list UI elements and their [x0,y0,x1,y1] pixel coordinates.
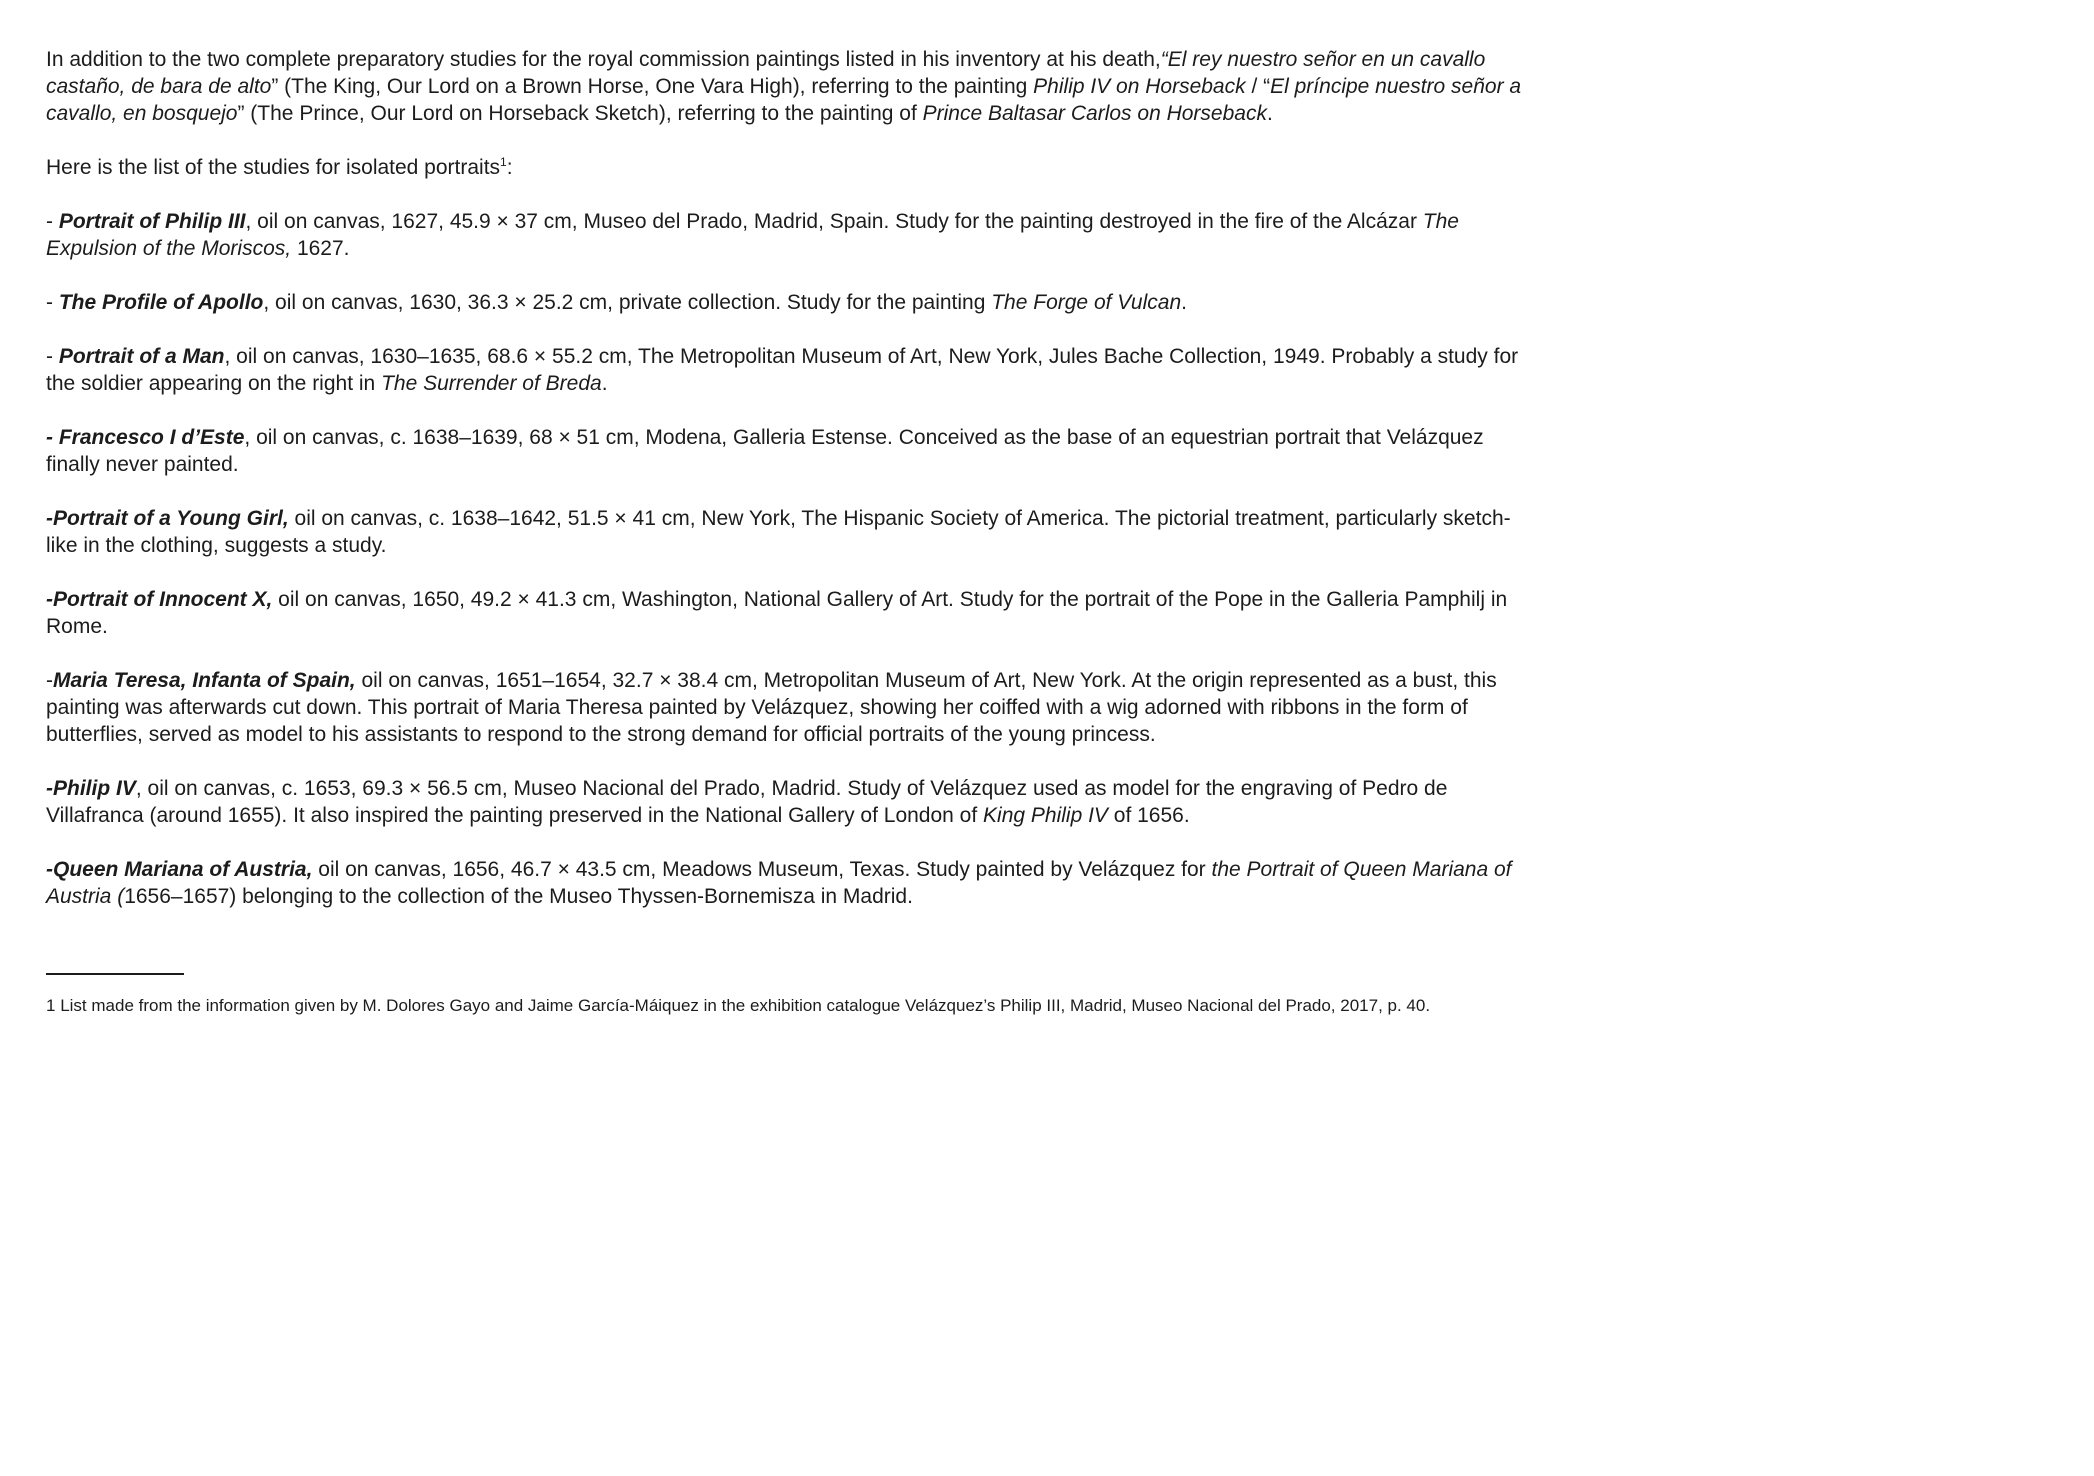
entry-text: oil on canvas, 1651–1654, 32.7 × 38.4 cm, Metropolitan Museum of Art, New York. At the origin represented as a bust, this painting was afterwards cut down. This portrait of Maria Theresa painted by Velázquez, showing her coiffed with a wig adorned with ribbons in the form of butterflies, served as model to his assistants to respond to the strong demand for official portraits of the young princess. [46,669,1497,746]
entry-text: , oil on canvas, 1627, 45.9 × 37 cm, Museo del Prado, Madrid, Spain. Study for the painting destroyed in the fire of the Alcázar [245,210,1423,233]
footnote-text: List made from the information given by M. Dolores Gayo and Jaime García-Máiquez in the exhibition catalogue Velázquez’s Philip III, Madrid, Museo Nacional del Prado, 2017, p. 40. [55,996,1431,1015]
entry-apollo [46,289,1522,316]
entry-title: Portrait of Philip III [58,210,246,233]
entry-italic: The Forge of Vulcan [991,291,1182,314]
entry-italic: The Surrender of Breda [381,372,602,395]
entry-queen-mariana [46,856,1522,910]
entry-maria-teresa [46,667,1522,748]
intro-title-baltasar: Prince Baltasar Carlos on Horseback [922,102,1267,125]
entry-text: , oil on canvas, c. 1638–1639, 68 × 51 cm, Modena, Galleria Estense. Conceived as the base of an equestrian portrait that Velázquez finally never painted. [46,426,1484,476]
entry-prefix: - [46,345,59,368]
intro-text: . [1266,102,1273,125]
entry-italic: King Philip IV [983,804,1108,827]
entry-text: oil on canvas, 1650, 49.2 × 41.3 cm, Washington, National Gallery of Art. Study for the portrait of the Pope in the Galleria Pamphilj in Rome. [46,588,1508,638]
entry-portrait-man [46,343,1522,397]
entry-young-girl [46,505,1522,559]
intro-text: ” (The King, Our Lord on a Brown Horse, One Vara High), referring to the painting [271,75,1034,98]
list-intro-text: Here is the list of the studies for isolated portraits [46,156,501,179]
list-intro [46,154,1522,181]
entry-italic: the Portrait of Queen Mariana of Austria ( [46,858,1512,908]
entry-prefix: - [46,669,53,692]
intro-quote-prince: El príncipe nuestro señor a cavallo, en bosquejo [46,75,1522,125]
entry-title: -Portrait of Innocent X, [46,588,273,611]
entry-tail: 1656–1657) belonging to the collection of the Museo Thyssen-Bornemisza in Madrid. [124,885,913,908]
entry-tail: 1627. [291,237,350,260]
document-body [46,46,1522,910]
footnote-ref: 1 [500,155,507,169]
entry-text: , oil on canvas, c. 1653, 69.3 × 56.5 cm, Museo Nacional del Prado, Madrid. Study of Velázquez used as model for the engraving of Pedro de Villafranca (around 1655). It also inspired the painting preserved in the National Gallery of London of [46,777,1448,827]
entry-text: , oil on canvas, 1630–1635, 68.6 × 55.2 cm, The Metropolitan Museum of Art, New York, Jules Bache Collection, 1949. Probably a study for the soldier appearing on the right in [46,345,1519,395]
entry-prefix: - [46,291,59,314]
entry-philip-iii [46,208,1522,262]
entry-prefix: - [46,210,59,233]
footnote-divider [46,973,184,975]
entry-title: The Profile of Apollo [58,291,264,314]
intro-quote-king: “El rey nuestro señor en un cavallo castaño, de bara de alto [46,48,1486,98]
intro-text: In addition to the two complete preparatory studies for the royal commission paintings listed in his inventory at his death, [46,48,1161,71]
list-intro-colon: : [506,156,513,179]
entry-text: oil on canvas, 1656, 46.7 × 43.5 cm, Meadows Museum, Texas. Study painted by Velázquez for [312,858,1212,881]
intro-title-philip: Philip IV on Horseback [1033,75,1246,98]
entry-title: -Queen Mariana of Austria, [46,858,313,881]
entry-francesco [46,424,1522,478]
entry-innocent-x [46,586,1522,640]
intro-paragraph [46,46,1522,127]
entry-title: Portrait of a Man [58,345,225,368]
entry-italic: The Expulsion of the Moriscos, [46,210,1459,260]
entry-philip-iv [46,775,1522,829]
entry-tail: of 1656. [1107,804,1190,827]
intro-text: ” (The Prince, Our Lord on Horseback Sketch), referring to the painting of [237,102,923,125]
entry-title: - Francesco I d’Este [46,426,245,449]
entry-title: Maria Teresa, Infanta of Spain, [53,669,356,692]
entry-text: oil on canvas, c. 1638–1642, 51.5 × 41 cm, New York, The Hispanic Society of America. The pictorial treatment, particularly sketch-like in the clothing, suggests a study. [46,507,1511,557]
footnote [46,983,1522,1028]
entry-tail: . [1181,291,1187,314]
entry-tail: . [601,372,608,395]
entry-title: -Portrait of a Young Girl, [46,507,289,530]
intro-text: / “ [1245,75,1271,98]
footnote-number: 1 [46,996,56,1015]
entry-text: , oil on canvas, 1630, 36.3 × 25.2 cm, private collection. Study for the painting [263,291,992,314]
entry-title: -Philip IV [46,777,136,800]
